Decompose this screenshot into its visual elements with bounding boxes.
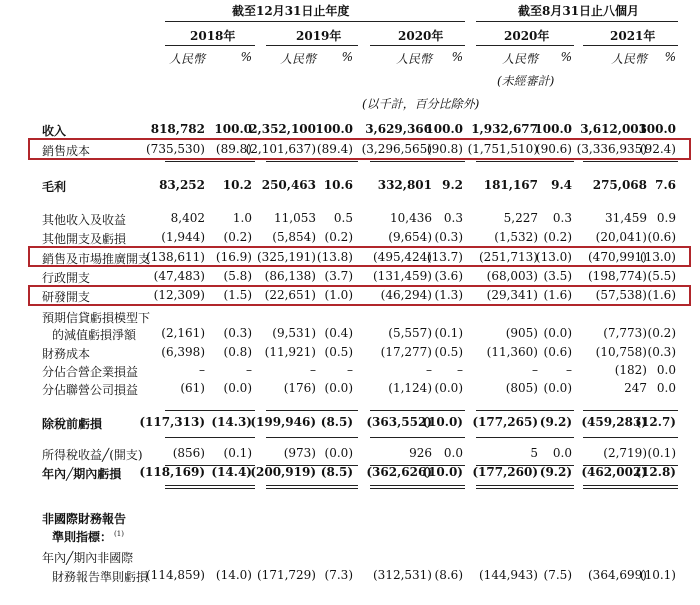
currency-label: 人民幣 [610, 52, 647, 66]
amount-cell: (114,859) [146, 568, 205, 582]
percent-cell: (8.6) [434, 568, 463, 582]
total-double-rule [266, 485, 358, 489]
row-label: 分佔聯營公司損益 [42, 383, 139, 397]
percent-cell: (0.2) [647, 326, 676, 340]
year-rule-2021-eight [583, 45, 678, 46]
percent-cell: 100.0 [534, 122, 572, 136]
percent-cell: (0.0) [543, 326, 572, 340]
percent-cell: 0.3 [552, 211, 572, 225]
amount-cell: (470,991) [588, 250, 647, 264]
percent-cell: 100.0 [425, 122, 463, 136]
amount-cell: – [532, 363, 538, 377]
year-header-2020-eight: 2020年 [504, 29, 550, 43]
percent-cell: (1.6) [543, 288, 572, 302]
highlight-rd-expenses [28, 285, 691, 306]
row-label: 其他收入及收益 [42, 213, 127, 227]
row-label: 毛利 [42, 180, 67, 194]
amount-cell: (325,191) [257, 250, 316, 264]
amount-cell: (57,538) [595, 288, 647, 302]
amount-cell: (362,626) [366, 465, 432, 479]
percent-cell: (9.2) [539, 415, 572, 429]
percent-cell: (3.6) [434, 269, 463, 283]
percent-label: % [664, 50, 676, 64]
percent-cell: (1.6) [647, 288, 676, 302]
percent-cell: 1.0 [232, 211, 252, 225]
year-rule-2020-eight [476, 45, 574, 46]
amount-cell: (177,265) [472, 415, 538, 429]
amount-cell: 1,932,677 [471, 122, 538, 136]
table-row [0, 211, 700, 227]
amount-cell: 31,459 [605, 211, 647, 225]
amount-cell: (1,944) [161, 230, 205, 244]
percent-cell: (14.3) [211, 415, 252, 429]
subtotal-rule [476, 410, 574, 411]
amount-cell: 818,782 [150, 122, 205, 136]
subtotal-rule [583, 437, 678, 438]
amount-cell: (363,552) [366, 415, 432, 429]
table-row [0, 178, 700, 194]
amount-cell: (200,919) [250, 465, 316, 479]
percent-cell: (8.5) [320, 465, 353, 479]
subtotal-rule [370, 410, 465, 411]
amount-cell: (117,313) [139, 415, 205, 429]
row-label: 行政開支 [42, 271, 91, 285]
subtotal-rule [370, 437, 465, 438]
period-rule-full-year [165, 21, 465, 22]
amount-cell: 3,629,366 [365, 122, 432, 136]
percent-cell: 9.4 [551, 178, 572, 192]
percent-cell: (7.3) [324, 568, 353, 582]
table-row [0, 465, 700, 481]
highlight-cost-of-sales [28, 138, 691, 160]
subtotal-rule [476, 161, 574, 162]
subtotal-rule [165, 410, 255, 411]
subtotal-rule [165, 437, 255, 438]
percent-cell: (0.2) [223, 230, 252, 244]
percent-cell: (0.6) [647, 230, 676, 244]
row-label: 分佔合營企業損益 [42, 365, 139, 379]
total-double-rule [476, 485, 574, 489]
percent-cell: 9.2 [442, 178, 463, 192]
percent-cell: – [246, 363, 252, 377]
subtotal-rule [165, 161, 255, 162]
row-label: 非國際財務報告 [42, 512, 127, 526]
row-label: 其他開支及虧損 [42, 232, 127, 246]
amount-cell: (10,758) [595, 345, 647, 359]
amount-cell: (6,398) [161, 345, 205, 359]
row-label: 年內╱期內虧損 [42, 467, 122, 481]
highlight-selling-expenses [28, 246, 691, 267]
percent-cell: (7.5) [543, 568, 572, 582]
percent-cell: (13.7) [426, 250, 463, 264]
amount-cell: (29,341) [486, 288, 538, 302]
percent-cell: (1.3) [434, 288, 463, 302]
percent-cell: (0.2) [543, 230, 572, 244]
amount-cell: 8,402 [170, 211, 205, 225]
percent-cell: (0.3) [647, 345, 676, 359]
percent-cell: 0.3 [443, 211, 463, 225]
percent-label: % [451, 50, 463, 64]
period-header-full-year: 截至12月31日止年度 [232, 4, 350, 18]
table-row [0, 381, 700, 397]
amount-cell: (199,946) [250, 415, 316, 429]
row-label: 收入 [42, 124, 67, 138]
table-row [0, 415, 700, 431]
currency-label: 人民幣 [168, 52, 205, 66]
amount-cell: 11,053 [274, 211, 316, 225]
row-label: 銷售及市場推廣開支 [42, 252, 151, 266]
percent-cell: 10.2 [222, 178, 252, 192]
subtotal-rule [476, 437, 574, 438]
percent-cell: (0.2) [324, 230, 353, 244]
footnote-marker: (1) [114, 530, 124, 538]
subtotal-rule [476, 465, 574, 466]
amount-cell: 10,436 [390, 211, 432, 225]
percent-label: % [341, 50, 353, 64]
amount-cell: (1,124) [388, 381, 432, 395]
amount-cell: (9,531) [272, 326, 316, 340]
amount-cell: (20,041) [595, 230, 647, 244]
percent-cell: (13.0) [639, 250, 676, 264]
percent-cell: (0.0) [223, 381, 252, 395]
percent-cell: (90.6) [535, 142, 572, 156]
amount-cell: (131,459) [373, 269, 432, 283]
percent-cell: (14.0) [215, 568, 252, 582]
percent-cell: (10.0) [422, 465, 463, 479]
percent-cell: (0.0) [324, 446, 353, 460]
percent-cell: (0.1) [434, 326, 463, 340]
percent-cell: (12.8) [635, 465, 676, 479]
percent-cell: – [566, 363, 572, 377]
amount-cell: (144,943) [479, 568, 538, 582]
percent-cell: (0.1) [647, 446, 676, 460]
subtotal-rule [266, 437, 358, 438]
currency-label: 人民幣 [501, 52, 538, 66]
subtotal-rule [583, 161, 678, 162]
percent-cell: 0.0 [656, 381, 676, 395]
amount-cell: 5,227 [503, 211, 538, 225]
percent-cell: (3.7) [324, 269, 353, 283]
subtotal-rule [266, 161, 358, 162]
amount-cell: (46,294) [380, 288, 432, 302]
year-rule-2018 [165, 45, 255, 46]
amount-cell: (3,296,565) [361, 142, 432, 156]
amount-cell: (1,532) [494, 230, 538, 244]
table-row [0, 568, 700, 584]
year-rule-2019 [266, 45, 358, 46]
amount-cell: 247 [624, 381, 647, 395]
amount-cell: (312,531) [373, 568, 432, 582]
row-label: 研發開支 [42, 290, 91, 304]
row-label: 銷售成本 [42, 144, 91, 158]
percent-cell: 10.6 [323, 178, 353, 192]
currency-label: 人民幣 [279, 52, 316, 66]
amount-cell: 250,463 [261, 178, 316, 192]
percent-cell: 100.0 [214, 122, 252, 136]
amount-cell: (176) [283, 381, 316, 395]
total-double-rule [370, 485, 465, 489]
amount-cell: (118,169) [139, 465, 205, 479]
units-note: (以千計，百分比除外) [362, 97, 480, 111]
amount-cell: (805) [505, 381, 538, 395]
year-header-2020: 2020年 [398, 29, 444, 43]
amount-cell: (2,101,637) [245, 142, 316, 156]
amount-cell: (86,138) [264, 269, 316, 283]
percent-cell: 100.0 [638, 122, 676, 136]
year-header-2019: 2019年 [296, 29, 342, 43]
currency-label: 人民幣 [395, 52, 432, 66]
amount-cell: (5,854) [272, 230, 316, 244]
subtotal-rule [370, 465, 465, 466]
percent-cell: (9.2) [539, 465, 572, 479]
percent-cell: 0.0 [656, 363, 676, 377]
amount-cell: (61) [180, 381, 205, 395]
row-label: 年內╱期內非國際 [42, 551, 134, 565]
percent-cell: (0.0) [434, 381, 463, 395]
amount-cell: (1,751,510) [467, 142, 538, 156]
year-header-2018: 2018年 [190, 29, 236, 43]
amount-cell: (68,003) [486, 269, 538, 283]
row-label: 除稅前虧損 [42, 417, 103, 431]
amount-cell: – [199, 363, 205, 377]
amount-cell: (364,699) [588, 568, 647, 582]
amount-cell: (251,713) [479, 250, 538, 264]
table-row [0, 122, 700, 138]
amount-cell: (171,729) [257, 568, 316, 582]
amount-cell: 275,068 [592, 178, 647, 192]
subtotal-rule [266, 410, 358, 411]
amount-cell: (17,277) [380, 345, 432, 359]
row-label: 所得稅收益╱(開支) [42, 448, 143, 462]
percent-cell: (0.8) [223, 345, 252, 359]
table-row [0, 363, 700, 379]
subtotal-rule [266, 465, 358, 466]
percent-cell: – [457, 363, 463, 377]
total-double-rule [165, 485, 255, 489]
amount-cell: 5 [530, 446, 538, 460]
amount-cell: 926 [409, 446, 432, 460]
subtotal-rule [165, 465, 255, 466]
percent-cell: (89.4) [316, 142, 353, 156]
percent-cell: 0.5 [333, 211, 353, 225]
table-row [0, 269, 700, 285]
percent-cell: (5.8) [223, 269, 252, 283]
table-row [0, 230, 700, 246]
percent-cell: (13.8) [316, 250, 353, 264]
percent-cell: (0.4) [324, 326, 353, 340]
percent-cell: (0.6) [543, 345, 572, 359]
amount-cell: – [310, 363, 316, 377]
amount-cell: (177,260) [472, 465, 538, 479]
amount-cell: (462,002) [581, 465, 647, 479]
percent-cell: (1.5) [223, 288, 252, 302]
amount-cell: (11,360) [486, 345, 538, 359]
amount-cell: (5,557) [388, 326, 432, 340]
amount-cell: (495,424) [373, 250, 432, 264]
amount-cell: (973) [283, 446, 316, 460]
amount-cell: (9,654) [388, 230, 432, 244]
percent-cell: (10.1) [639, 568, 676, 582]
percent-cell: 100.0 [315, 122, 353, 136]
percent-cell: (0.5) [434, 345, 463, 359]
percent-cell: (0.5) [324, 345, 353, 359]
total-double-rule [583, 485, 678, 489]
amount-cell: (47,483) [153, 269, 205, 283]
row-label: 財務成本 [42, 347, 91, 361]
percent-cell: (10.0) [422, 415, 463, 429]
percent-cell: (12.7) [635, 415, 676, 429]
percent-cell: 0.9 [656, 211, 676, 225]
percent-cell: (1.0) [324, 288, 353, 302]
amount-cell: (905) [505, 326, 538, 340]
table-row [0, 510, 700, 526]
percent-cell: (0.3) [223, 326, 252, 340]
amount-cell: (735,530) [146, 142, 205, 156]
unaudited-label: (未經審計) [497, 74, 555, 88]
percent-cell: (0.1) [223, 446, 252, 460]
amount-cell: (182) [614, 363, 647, 377]
year-rule-2020 [370, 45, 465, 46]
amount-cell: – [426, 363, 432, 377]
subtotal-rule [370, 161, 465, 162]
amount-cell: (3,336,935) [576, 142, 647, 156]
table-row [0, 528, 700, 544]
percent-cell: (14.4) [211, 465, 252, 479]
percent-cell: (90.8) [426, 142, 463, 156]
percent-cell: (92.4) [639, 142, 676, 156]
amount-cell: 83,252 [159, 178, 205, 192]
table-row [0, 549, 700, 565]
table-row [0, 309, 700, 325]
amount-cell: 181,167 [483, 178, 538, 192]
table-row [0, 345, 700, 361]
percent-label: % [560, 50, 572, 64]
row-label: 的減值虧損淨額 [52, 328, 137, 342]
percent-cell: (16.9) [215, 250, 252, 264]
percent-cell: 7.6 [655, 178, 676, 192]
amount-cell: (11,921) [264, 345, 316, 359]
amount-cell: (12,309) [153, 288, 205, 302]
amount-cell: (138,611) [146, 250, 205, 264]
subtotal-rule [583, 465, 678, 466]
percent-cell: (3.5) [543, 269, 572, 283]
percent-cell: – [347, 363, 353, 377]
percent-cell: (0.0) [324, 381, 353, 395]
period-header-eight-months: 截至8月31日止八個月 [518, 4, 640, 18]
amount-cell: (2,161) [161, 326, 205, 340]
percent-cell: 0.0 [443, 446, 463, 460]
subtotal-rule [583, 410, 678, 411]
amount-cell: (7,773) [603, 326, 647, 340]
table-row [0, 326, 700, 342]
amount-cell: 332,801 [377, 178, 432, 192]
percent-cell: 0.0 [552, 446, 572, 460]
amount-cell: (2,719) [603, 446, 647, 460]
percent-cell: (13.0) [535, 250, 572, 264]
amount-cell: 3,612,003 [580, 122, 647, 136]
amount-cell: (459,283) [581, 415, 647, 429]
amount-cell: (22,651) [264, 288, 316, 302]
amount-cell: (856) [172, 446, 205, 460]
amount-cell: 2,352,100 [249, 122, 316, 136]
row-label: 財務報告準則虧損 [52, 570, 149, 584]
amount-cell: (198,774) [588, 269, 647, 283]
row-label: 準則指標： $^{(1)}$ [52, 530, 124, 544]
percent-label: % [240, 50, 252, 64]
percent-cell: (0.0) [543, 381, 572, 395]
percent-cell: (0.3) [434, 230, 463, 244]
row-label: 預期信貸虧損模型下 [42, 311, 151, 325]
percent-cell: (5.5) [647, 269, 676, 283]
percent-cell: (89.8) [215, 142, 252, 156]
year-header-2021-eight: 2021年 [610, 29, 656, 43]
table-row [0, 446, 700, 462]
percent-cell: (8.5) [320, 415, 353, 429]
period-rule-eight-months [476, 21, 678, 22]
